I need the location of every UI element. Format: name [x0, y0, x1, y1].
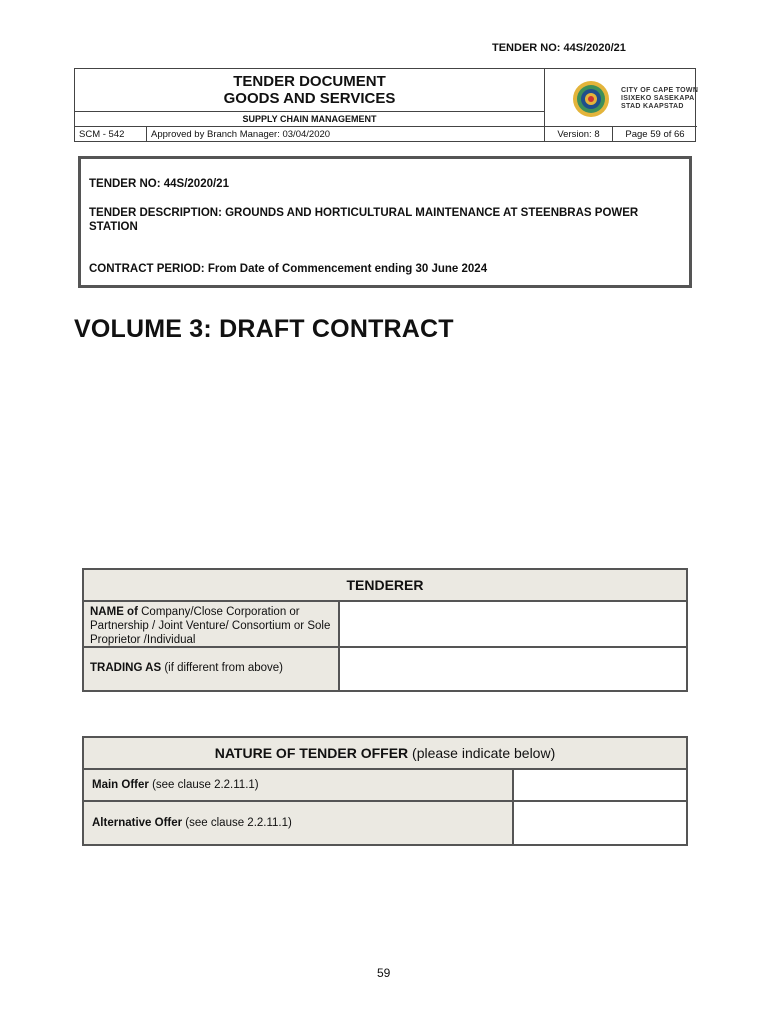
row-label: [84, 770, 514, 800]
nature-of-offer-table: [82, 736, 688, 846]
heading-bold: NATURE OF TENDER OFFER: [214, 745, 409, 761]
version: Version: 8: [545, 127, 613, 142]
label-bold: Main Offer: [92, 779, 149, 791]
label-rest: (if different from above): [161, 662, 284, 674]
row-label: [84, 802, 514, 844]
label-rest: (see clause 2.2.11.1): [148, 779, 259, 791]
contract-period: CONTRACT PERIOD: From Date of Commencement ending 30 June 2024: [89, 263, 488, 275]
scm-code: SCM - 542: [75, 127, 147, 142]
tender-number: TENDER NO: 44S/2020/21: [89, 178, 229, 190]
page-number: 59: [377, 966, 391, 980]
company-name-field[interactable]: [340, 602, 686, 646]
table-row: [84, 770, 686, 802]
row-label: [84, 648, 340, 690]
header-subtitle: SUPPLY CHAIN MANAGEMENT: [75, 112, 545, 127]
tender-info-box: [78, 156, 692, 288]
logo-line: ISIXEKO SASEKAPA: [621, 95, 695, 102]
tender-description: TENDER DESCRIPTION: GROUNDS AND HORTICULTURAL MAINTENANCE AT STEENBRAS POWER STATION: [89, 207, 639, 233]
header-title-line1: TENDER DOCUMENT: [233, 73, 386, 90]
alternative-offer-field[interactable]: [514, 802, 686, 844]
volume-title: VOLUME 3: DRAFT CONTRACT: [74, 315, 454, 343]
main-offer-field[interactable]: [514, 770, 686, 800]
tenderer-table: [82, 568, 688, 692]
table-row: [84, 602, 686, 648]
city-logo: [545, 69, 697, 127]
row-label: [84, 602, 340, 646]
top-tender-number: TENDER NO: 44S/2020/21: [492, 42, 626, 54]
approval-info: Approved by Branch Manager: 03/04/2020: [147, 127, 545, 142]
heading-rest: (please indicate below): [408, 745, 556, 761]
table-row: [84, 802, 686, 844]
header-title: [75, 69, 545, 112]
label-rest: (see clause 2.2.11.1): [182, 817, 292, 829]
label-bold: TRADING AS: [90, 662, 162, 674]
nature-heading: [84, 738, 686, 770]
page-of: Page 59 of 66: [625, 129, 685, 140]
header-title-line2: GOODS AND SERVICES: [223, 90, 396, 107]
trading-as-field[interactable]: [340, 648, 686, 690]
label-bold: NAME of: [90, 606, 138, 618]
label-rest: Company/Close Corporation or Partnership / Joint Venture/ Consortium or Sole Proprietor /Individual: [90, 606, 331, 646]
logo-line: STAD KAAPSTAD: [621, 103, 684, 110]
tenderer-heading: TENDERER: [84, 570, 686, 602]
header-meta-row: [75, 126, 697, 142]
table-row: [84, 648, 686, 690]
logo-line: CITY OF CAPE TOWN: [621, 87, 699, 94]
document-header: [74, 68, 699, 142]
label-bold: Alternative Offer: [92, 817, 183, 829]
city-logo-text: [621, 87, 698, 111]
city-emblem-icon: [571, 79, 615, 119]
